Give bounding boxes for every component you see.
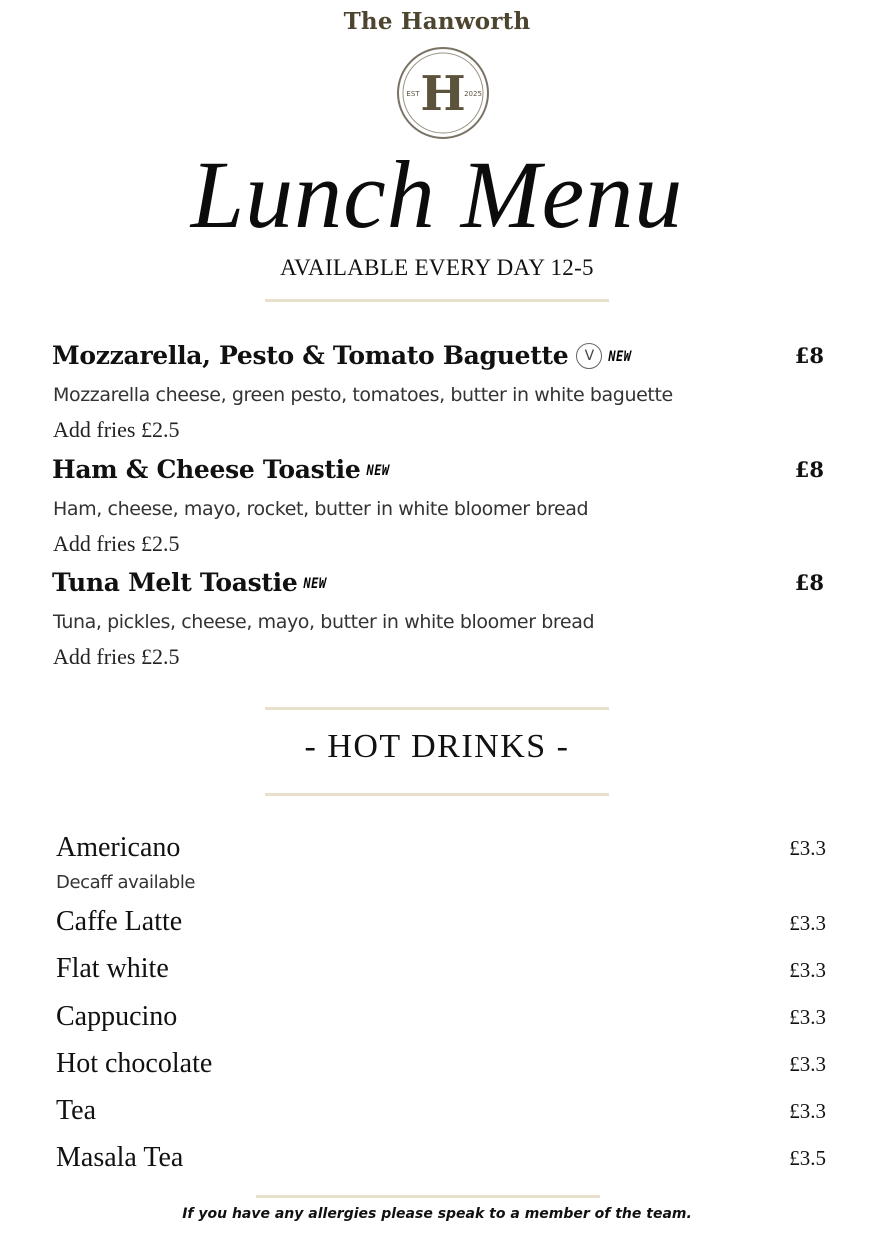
drink-name: Americano bbox=[56, 832, 181, 863]
divider bbox=[265, 707, 609, 710]
availability-text: AVAILABLE EVERY DAY 12-5 bbox=[280, 255, 594, 280]
item-extra: Add fries £2.5 bbox=[53, 531, 180, 556]
drink-name: Masala Tea bbox=[56, 1142, 184, 1173]
logo-letter: H bbox=[420, 66, 466, 122]
logo-est-text: EST bbox=[406, 90, 420, 98]
menu-item-name bbox=[52, 341, 632, 370]
logo-year-text: 2025 bbox=[464, 90, 482, 98]
item-title: Ham & Cheese Toastie bbox=[52, 455, 361, 484]
drink-price: £3.5 bbox=[789, 1146, 826, 1170]
drink-price: £3.3 bbox=[789, 1099, 826, 1123]
drink-price: £3.3 bbox=[789, 911, 826, 935]
allergy-note: If you have any allergies please speak to a member of the team. bbox=[182, 1206, 692, 1222]
drink-name: Caffe Latte bbox=[56, 906, 183, 937]
divider bbox=[265, 299, 609, 302]
item-extra: Add fries £2.5 bbox=[53, 417, 180, 442]
menu-title: Lunch Menu bbox=[190, 141, 684, 248]
item-title: Mozzarella, Pesto & Tomato Baguette bbox=[52, 341, 569, 370]
item-price: £8 bbox=[794, 343, 824, 368]
drink-price: £3.3 bbox=[789, 958, 826, 982]
menu-item-name bbox=[52, 568, 327, 597]
item-description: Mozzarella cheese, green pesto, tomatoes, butter in white baguette bbox=[53, 384, 673, 406]
section-title: - HOT DRINKS - bbox=[304, 728, 570, 765]
drink-price: £3.3 bbox=[789, 1052, 826, 1076]
new-badge: NEW bbox=[366, 461, 390, 478]
brand-name: The Hanworth bbox=[343, 8, 531, 35]
drink-name: Hot chocolate bbox=[56, 1048, 213, 1079]
item-price: £8 bbox=[794, 570, 824, 595]
item-price: £8 bbox=[794, 457, 824, 482]
drink-price: £3.3 bbox=[789, 836, 826, 860]
new-badge: NEW bbox=[303, 574, 327, 591]
menu-item-name bbox=[52, 455, 390, 484]
vegetarian-icon: V bbox=[576, 343, 602, 369]
item-description: Ham, cheese, mayo, rocket, butter in white bloomer bread bbox=[53, 498, 589, 520]
logo-emblem bbox=[396, 46, 490, 140]
drink-note: Decaff available bbox=[56, 872, 196, 893]
divider bbox=[256, 1195, 600, 1198]
new-badge: NEW bbox=[608, 347, 632, 364]
drink-name: Cappucino bbox=[56, 1001, 178, 1032]
drink-name: Tea bbox=[56, 1095, 97, 1126]
item-title: Tuna Melt Toastie bbox=[52, 568, 298, 597]
drink-name: Flat white bbox=[56, 953, 169, 984]
item-description: Tuna, pickles, cheese, mayo, butter in white bloomer bread bbox=[53, 611, 595, 633]
item-extra: Add fries £2.5 bbox=[53, 644, 180, 669]
drink-price: £3.3 bbox=[789, 1005, 826, 1029]
divider bbox=[265, 793, 609, 796]
